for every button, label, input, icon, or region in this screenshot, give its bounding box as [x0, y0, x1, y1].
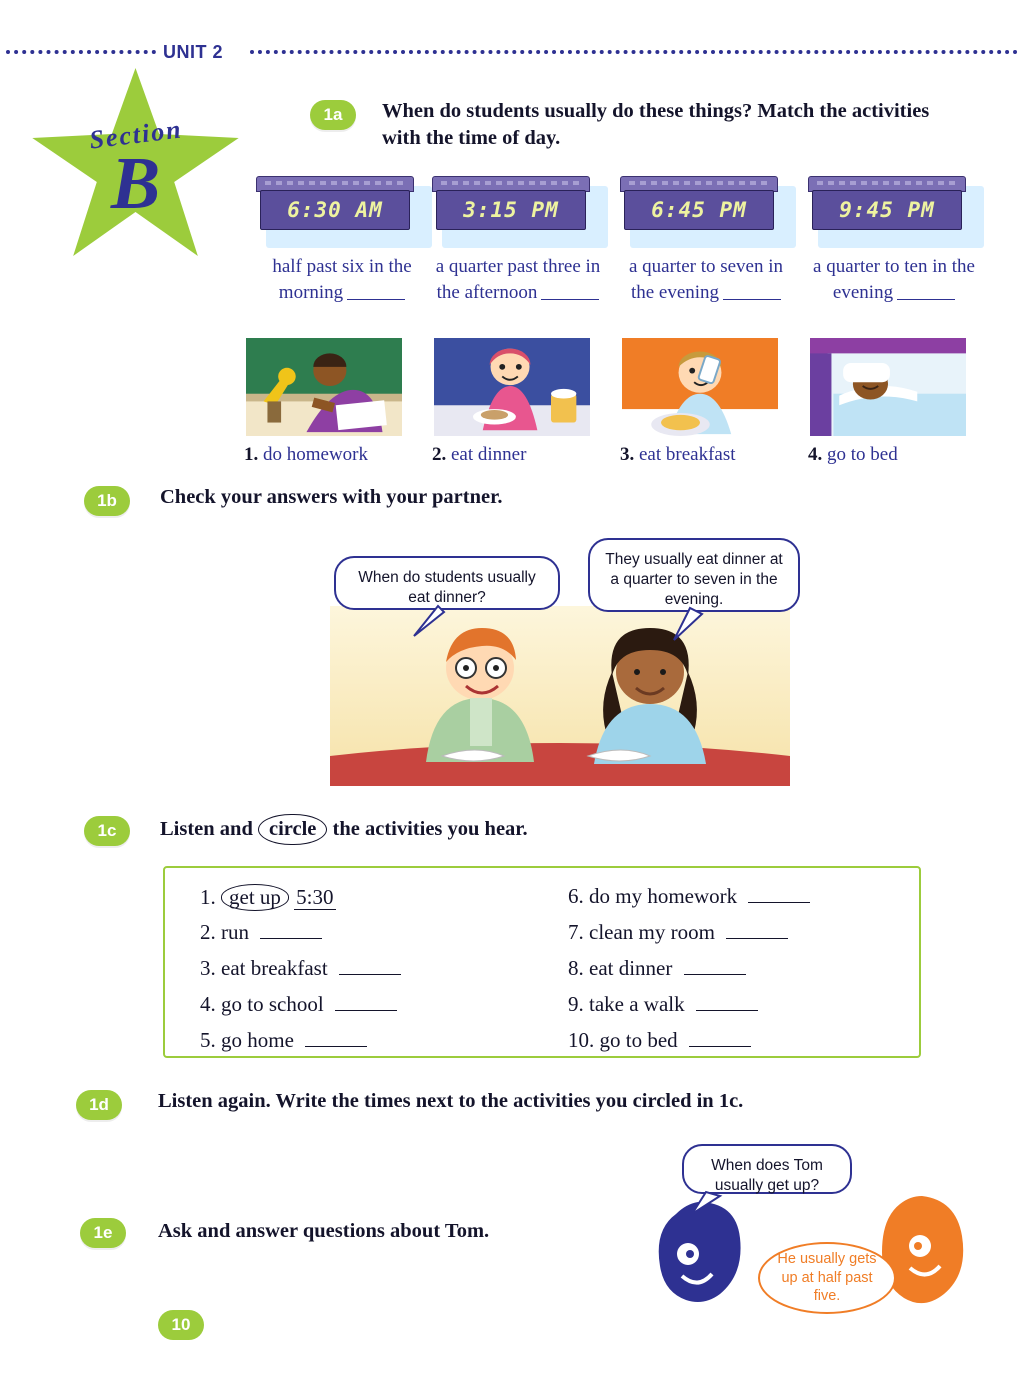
unit-label: UNIT 2: [163, 42, 224, 62]
answer-blank[interactable]: [723, 283, 781, 300]
activity-item-4[interactable]: 4. go to school: [200, 992, 397, 1017]
speech-bubble-blue-1e: When does Tom usually get up?: [682, 1144, 852, 1194]
clock-time-3: 6:45 PM: [651, 198, 747, 222]
clock-time-4: 9:45 PM: [839, 198, 935, 222]
page-number: 10: [158, 1310, 204, 1340]
activity-item-3[interactable]: 3. eat breakfast: [200, 956, 401, 981]
speech-bubble-left-1b: When do students usually eat dinner?: [334, 556, 560, 610]
task-badge-1b: 1b: [84, 486, 130, 516]
clock-caption-4: a quarter to ten in the evening: [813, 256, 975, 303]
digital-clock-icon: [432, 176, 590, 236]
activity-answer-5[interactable]: [305, 1031, 367, 1047]
activity-answer-9[interactable]: [696, 995, 758, 1011]
dialogue-illustration-1b: [328, 604, 792, 788]
activity-picture-2: [432, 336, 592, 438]
task-instruction-1e: Ask and answer questions about Tom.: [158, 1220, 490, 1242]
clock-caption-3: a quarter to seven in the evening: [628, 256, 784, 303]
activity-caption-2: 2. eat dinner: [432, 444, 527, 465]
activity-caption-1: 1. do homework: [244, 444, 369, 465]
speech-bubble-orange-1e: He usually gets up at half past five.: [758, 1242, 896, 1314]
speech-bubble-blue-tail: [690, 1190, 730, 1216]
task-instruction-1c: Listen and circle the activities you hear.: [160, 814, 860, 845]
activity-answer-3[interactable]: [339, 959, 401, 975]
activity-item-1[interactable]: 1. get up 5:30: [200, 885, 334, 909]
activity-item-7[interactable]: 7. clean my room: [568, 920, 788, 945]
activity-item-10[interactable]: 10. go to bed: [568, 1028, 751, 1053]
activity-answer-8[interactable]: [684, 959, 746, 975]
activity-answer-4[interactable]: [335, 995, 397, 1011]
section-letter: B: [110, 143, 161, 225]
activity-picture-4: [808, 336, 968, 438]
activity-item-6[interactable]: 6. do my homework: [568, 884, 810, 909]
task-badge-1d: 1d: [76, 1090, 122, 1120]
activity-answer-2[interactable]: [260, 923, 322, 939]
section-star: [28, 68, 243, 268]
circled-activity[interactable]: get up: [221, 884, 289, 911]
activity-answer-10[interactable]: [689, 1031, 751, 1047]
digital-clock-icon: [808, 176, 966, 236]
speech-bubble-right-tail: [660, 606, 710, 642]
activity-item-9[interactable]: 9. take a walk: [568, 992, 758, 1017]
clock-caption-1: half past six in the morning: [272, 256, 412, 303]
activity-item-8[interactable]: 8. eat dinner: [568, 956, 746, 981]
answer-blank[interactable]: [541, 283, 599, 300]
clock-time-2: 3:15 PM: [463, 198, 559, 222]
circle-word-highlight: circle: [258, 814, 327, 845]
task-instruction-1b: Check your answers with your partner.: [160, 486, 503, 508]
activity-answer-1[interactable]: 5:30: [296, 885, 334, 909]
activity-picture-1: [244, 336, 404, 438]
speech-bubble-right-1b: They usually eat dinner at a quarter to seven in the evening.: [588, 538, 800, 612]
clock-time-1: 6:30 AM: [287, 198, 383, 222]
activity-picture-3: [620, 336, 780, 438]
task-badge-1a: 1a: [310, 100, 356, 130]
activity-caption-4: 4. go to bed: [808, 444, 898, 465]
task-badge-1c: 1c: [84, 816, 130, 846]
task-instruction-1d: Listen again. Write the times next to the activities you circled in 1c.: [158, 1090, 744, 1112]
answer-blank[interactable]: [897, 283, 955, 300]
speech-bubble-left-tail: [404, 604, 454, 638]
digital-clock-icon: [256, 176, 414, 236]
activity-answer-7[interactable]: [726, 923, 788, 939]
task-badge-1e: 1e: [80, 1218, 126, 1248]
activity-item-2[interactable]: 2. run: [200, 920, 322, 945]
activity-caption-3: 3. eat breakfast: [620, 444, 736, 465]
activity-item-5[interactable]: 5. go home: [200, 1028, 367, 1053]
clock-caption-2: a quarter past three in the afternoon: [435, 256, 601, 303]
answer-blank[interactable]: [347, 283, 405, 300]
header-dotted-rule: [0, 46, 1024, 60]
digital-clock-icon: [620, 176, 778, 236]
task-instruction-1a: When do students usually do these things? Match the activities with the time of day.: [382, 100, 930, 150]
section-word: Section: [87, 114, 185, 155]
activity-answer-6[interactable]: [748, 887, 810, 903]
